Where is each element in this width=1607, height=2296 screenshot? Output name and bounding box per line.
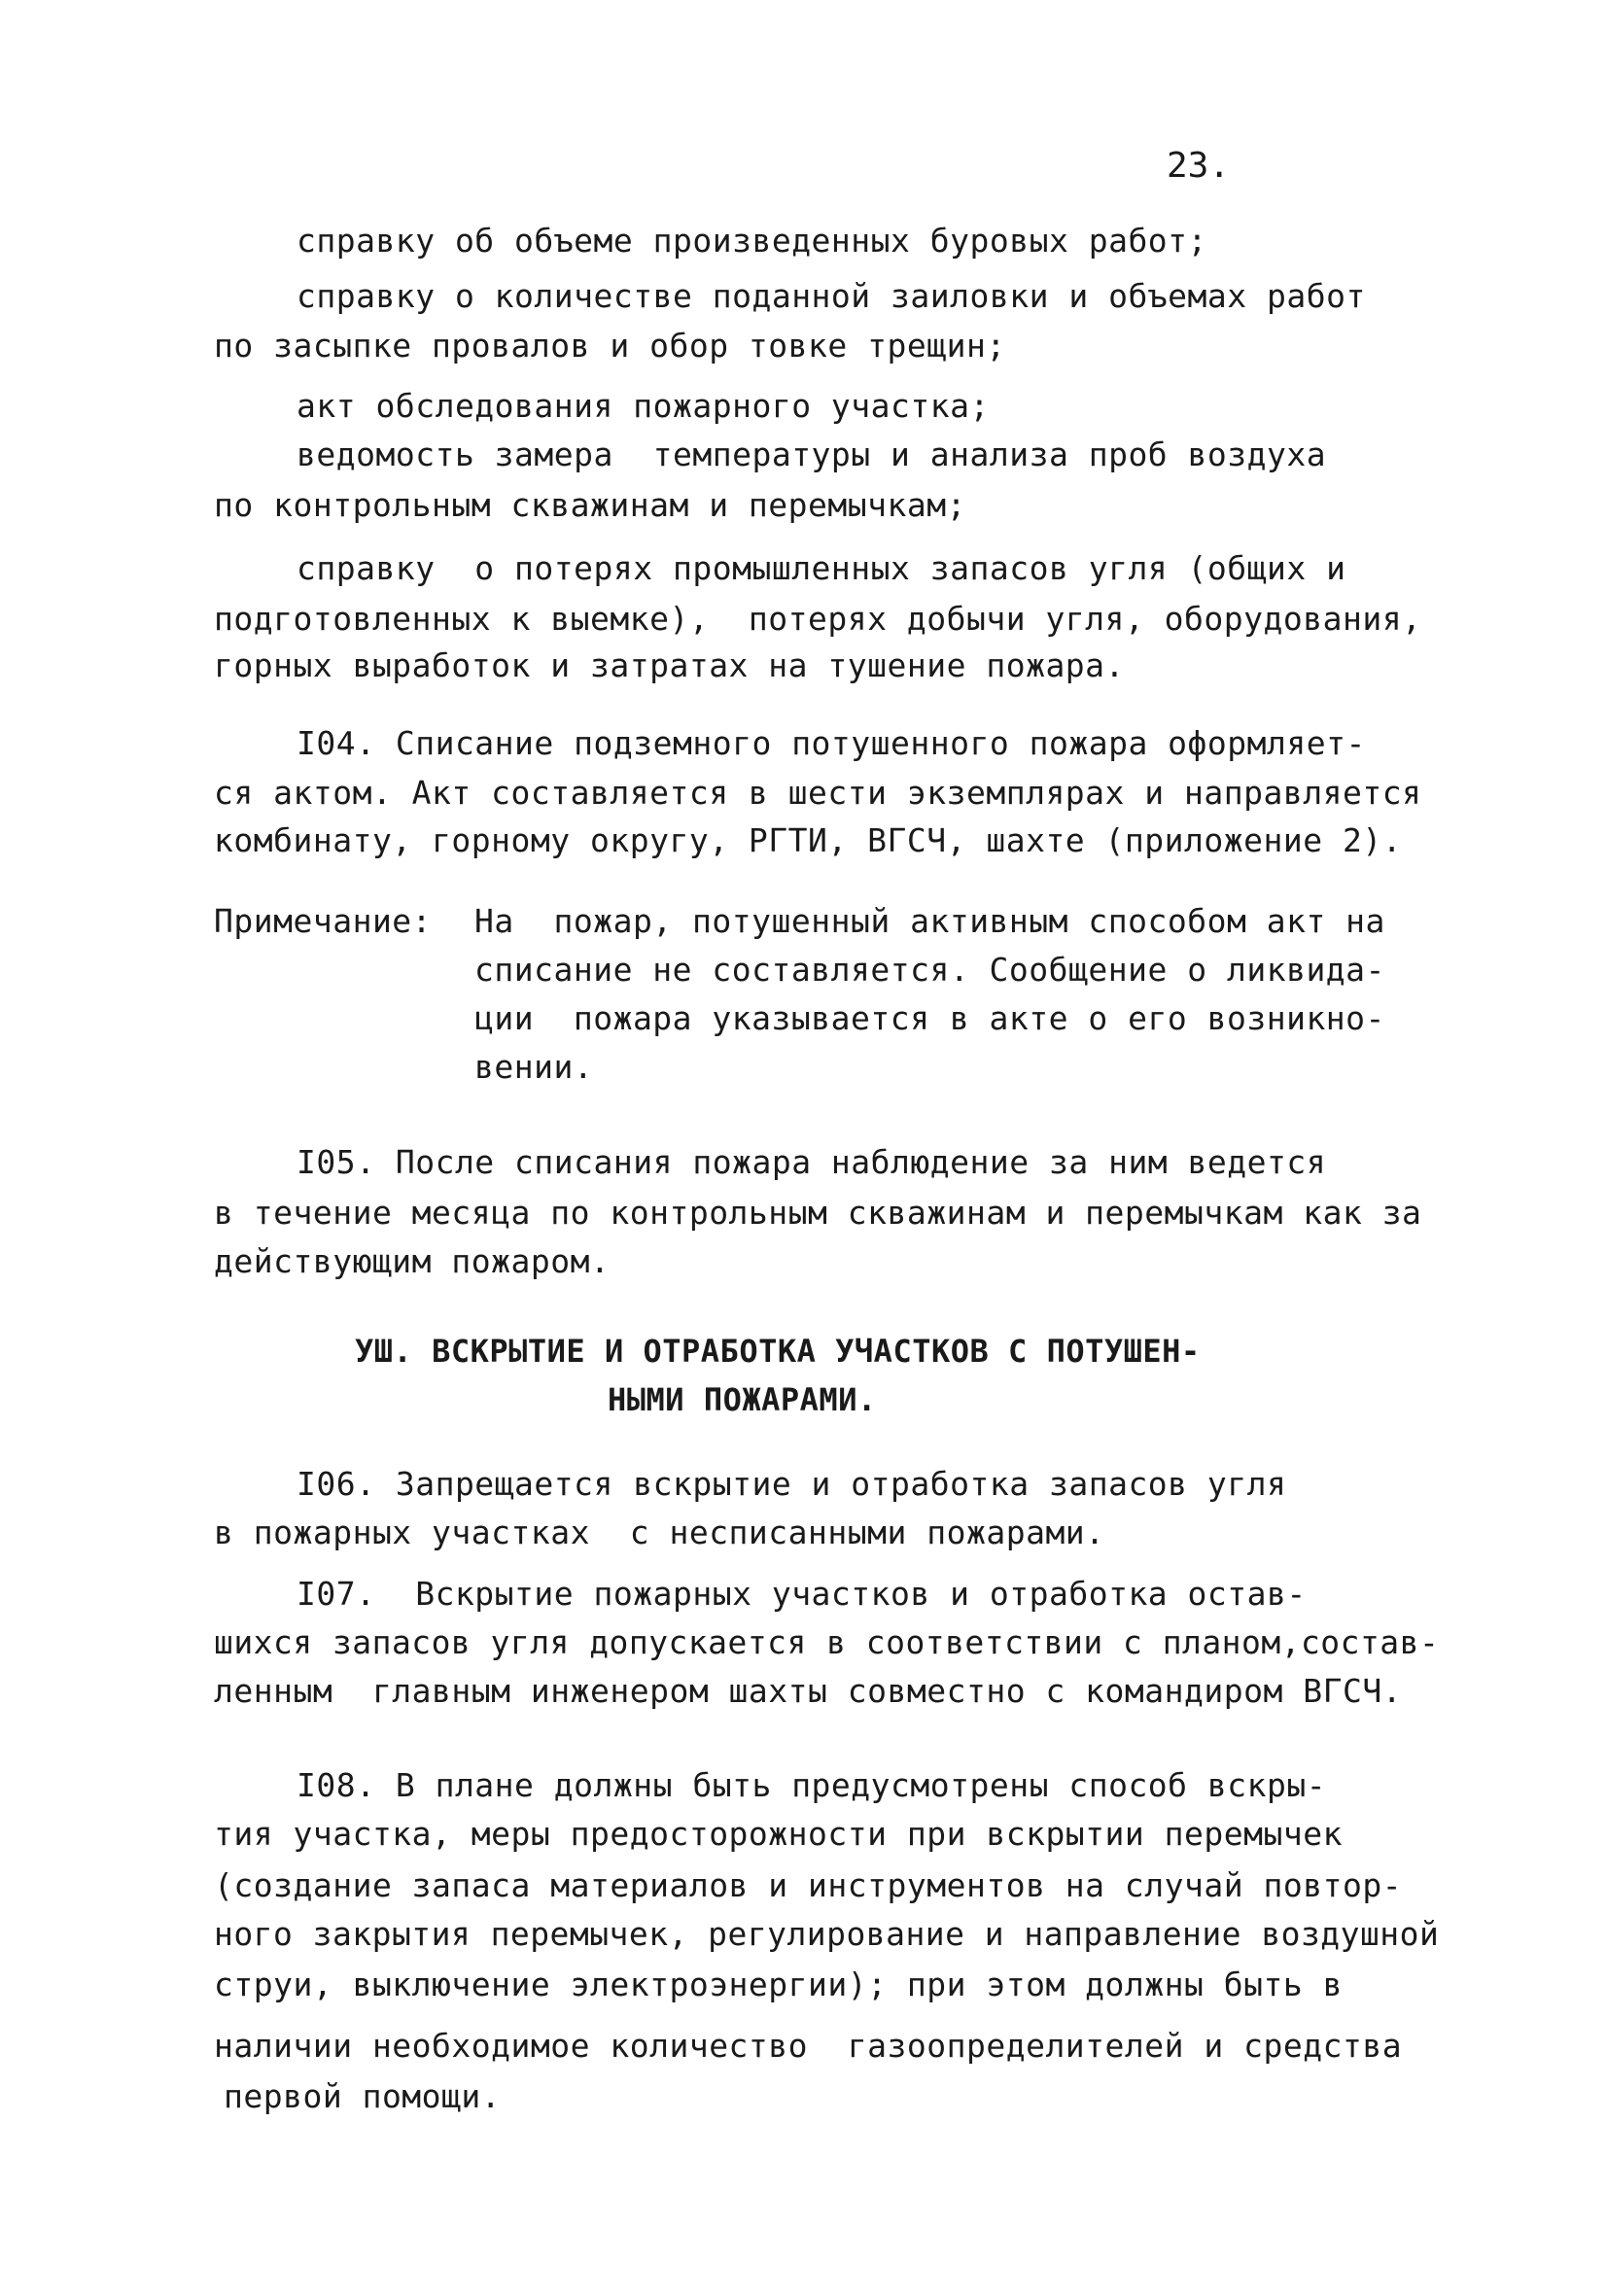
page-number: 23. <box>1167 146 1231 186</box>
paragraph-107-line: I07. Вскрытие пожарных участков и отработка остав- <box>297 1575 1307 1613</box>
text-line: горных выработок и затратах на тушение пожара. <box>214 646 1125 684</box>
text-line: справку о потерях промышленных запасов угля (общих и <box>297 549 1346 587</box>
paragraph-104-line: I04. Списание подземного потушенного пожара оформляет- <box>297 724 1366 762</box>
paragraph-105-line: I05. После списания пожара наблюдение за ним ведется <box>297 1143 1327 1181</box>
text-line: по засыпке провалов и обор товке трещин; <box>214 327 1006 365</box>
note-line: На пожар, потушенный активным способом акт на <box>474 902 1385 940</box>
text-line: акт обследования пожарного участка; <box>297 387 990 425</box>
paragraph-104-line: ся актом. Акт составляется в шести экземплярах и направляется <box>214 774 1422 812</box>
note-line: списание не составляется. Сообщение о ликвида- <box>474 951 1385 989</box>
paragraph-107-line: шихся запасов угля допускается в соответствии с планом,состав- <box>214 1623 1440 1661</box>
section-heading-cont: НЫМИ ПОЖАРАМИ. <box>608 1381 877 1418</box>
paragraph-108-line: наличии необходимое количество газоопределителей и средства <box>214 2027 1403 2065</box>
paragraph-108-line: I08. В плане должны быть предусмотрены способ вскры- <box>297 1766 1327 1804</box>
note-line: вении. <box>474 1048 594 1086</box>
text-line: ведомость замера температуры и анализа проб воздуха <box>297 435 1327 473</box>
paragraph-106-line: в пожарных участках с несписанными пожарами. <box>214 1513 1105 1551</box>
paragraph-105-line: действующим пожаром. <box>214 1242 611 1280</box>
paragraph-108-line: (создание запаса материалов и инструментов на случай повтор- <box>214 1866 1403 1904</box>
text-line: по контрольным скважинам и перемычкам; <box>214 486 966 524</box>
paragraph-108-line: ного закрытия перемычек, регулирование и направление воздушной <box>214 1915 1440 1953</box>
note-line: ции пожара указывается в акте о его возникно- <box>474 999 1385 1037</box>
paragraph-108-line: тия участка, меры предосторожности при вскрытии перемычек <box>214 1815 1343 1853</box>
section-heading: УШ. ВСКРЫТИЕ И ОТРАБОТКА УЧАСТКОВ С ПОТУШЕН- <box>355 1333 1201 1370</box>
paragraph-104-line: комбинату, горному округу, РГТИ, ВГСЧ, шахте (приложение 2). <box>214 821 1403 859</box>
paragraph-107-line: ленным главным инженером шахты совместно с командиром ВГСЧ. <box>214 1672 1403 1710</box>
note-label: Примечание: <box>214 902 433 940</box>
paragraph-105-line: в течение месяца по контрольным скважинам и перемычкам как за <box>214 1194 1422 1232</box>
paragraph-106-line: I06. Запрещается вскрытие и отработка запасов угля <box>297 1465 1287 1503</box>
text-line: справку об объеме произведенных буровых работ; <box>297 222 1207 260</box>
paragraph-108-line: первой помощи. <box>224 2077 502 2115</box>
text-line: справку о количестве поданной заиловки и объемах работ <box>297 277 1366 315</box>
paragraph-108-line: струи, выключение электроэнергии); при этом должны быть в <box>214 1966 1343 2003</box>
text-line: подготовленных к выемке), потерях добычи угля, оборудования, <box>214 600 1422 638</box>
